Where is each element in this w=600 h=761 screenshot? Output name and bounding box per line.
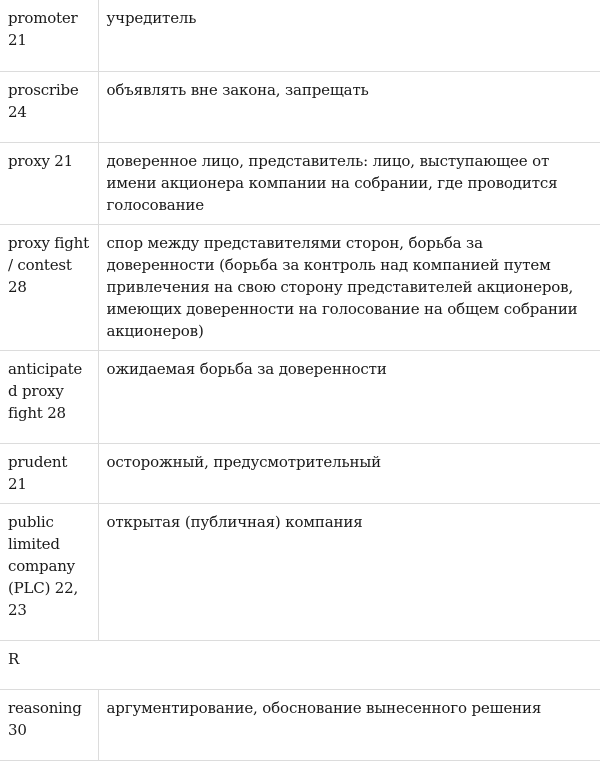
definition-cell: учредитель (98, 0, 600, 71)
definition-cell: открытая (публичная) компания (98, 503, 600, 640)
table-row (0, 0, 600, 71)
term-cell: prudent 21 (0, 443, 98, 503)
definition-cell: объявлять вне закона, запрещать (98, 71, 600, 142)
term-cell: anticipated proxy fight 28 (0, 350, 98, 443)
table-row (0, 350, 600, 443)
term-cell: proxy 21 (0, 142, 98, 224)
section-row (0, 640, 600, 689)
definition-cell: спор между представителями сторон, борьба за доверенности (борьба за контроль над компанией путем привлечения на свою сторону представителей акционеров, имеющих доверенности на голосование на общем собрании акционеров) (98, 224, 600, 350)
definition-cell: осторожный, предусмотрительный (98, 443, 600, 503)
table-row (0, 224, 600, 350)
table-row (0, 503, 600, 640)
table-row (0, 142, 600, 224)
term-cell: public limited company (PLC) 22, 23 (0, 503, 98, 640)
table-row (0, 689, 600, 760)
term-cell: proxy fight / contest 28 (0, 224, 98, 350)
term-cell: promoter 21 (0, 0, 98, 71)
definition-cell: доверенное лицо, представитель: лицо, выступающее от имени акционера компании на собрании, где проводится голосование (98, 142, 600, 224)
definition-cell: аргументирование, обоснование вынесенного решения (98, 689, 600, 760)
term-cell: reasoning 30 (0, 689, 98, 760)
section-letter: R (0, 640, 600, 689)
term-cell: proscribe 24 (0, 71, 98, 142)
table-row (0, 443, 600, 503)
table-row (0, 71, 600, 142)
definition-cell: ожидаемая борьба за доверенности (98, 350, 600, 443)
